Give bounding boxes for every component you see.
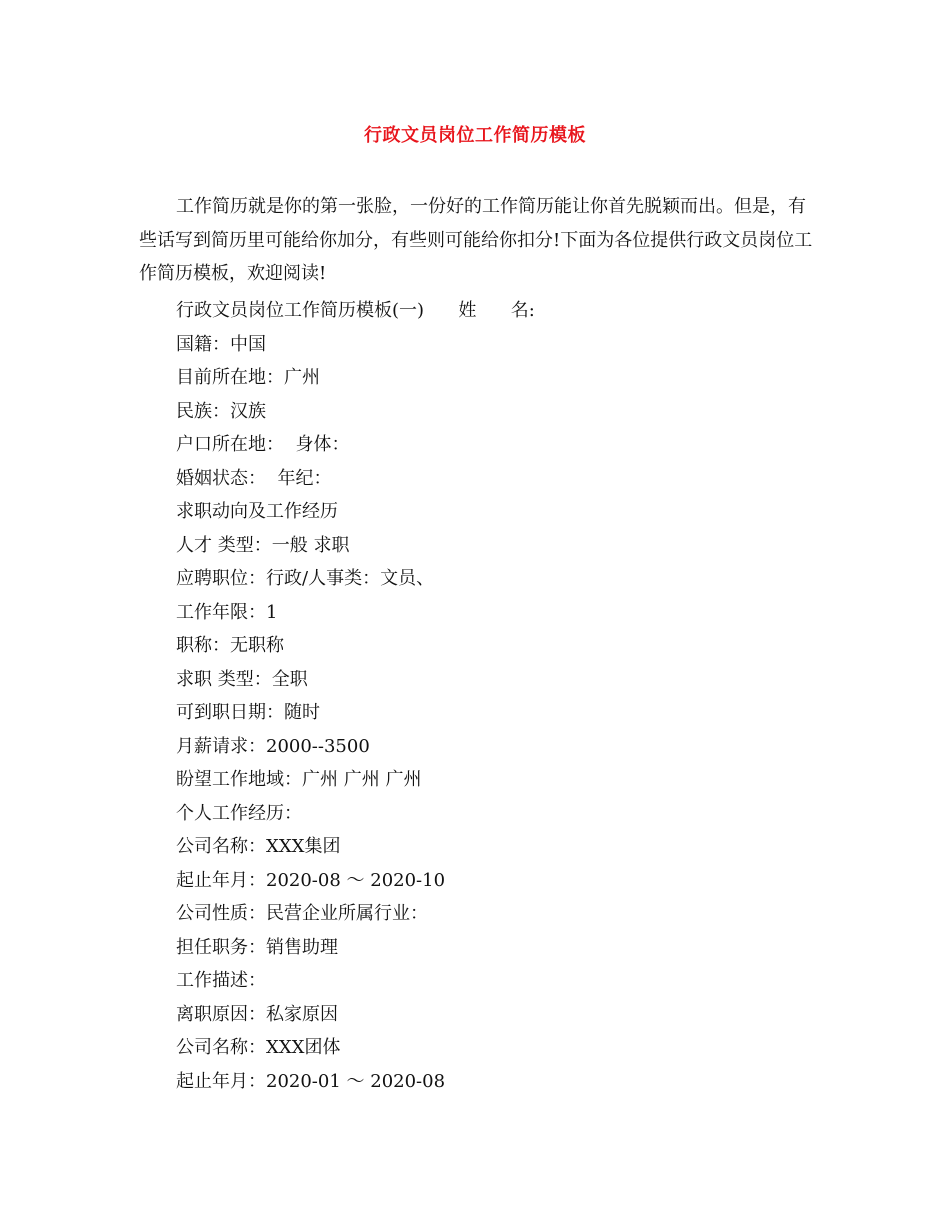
resume-line: 民族：汉族 xyxy=(176,400,266,422)
resume-line: 公司性质：民营企业所属行业： xyxy=(176,903,428,924)
resume-line: 工作年限：1 xyxy=(176,601,278,623)
resume-line: 应聘职位：行政/人事类：文员、 xyxy=(176,568,435,589)
resume-line: 盼望工作地域：广州 广州 广州 xyxy=(176,769,422,790)
resume-line: 户口所在地： 身体： xyxy=(176,434,350,455)
resume-line: 工作描述： xyxy=(176,970,266,991)
resume-lines xyxy=(176,294,816,1098)
resume-line: 国籍：中国 xyxy=(176,333,266,355)
resume-line: 离职原因：私家原因 xyxy=(176,1003,338,1025)
document-title: 行政文员岗位工作简历模板 xyxy=(364,125,586,146)
resume-line: 可到职日期：随时 xyxy=(176,702,320,723)
resume-line: 职称：无职称 xyxy=(176,635,284,656)
resume-line: 目前所在地：广州 xyxy=(176,367,320,388)
resume-line: 担任职务：销售助理 xyxy=(176,936,338,958)
intro-paragraph: 工作简历就是你的第一张脸，一份好的工作简历能让你首先脱颖而出。但是，有些话写到简历里可能给你加分，有些则可能给你扣分!下面为各位提供行政文员岗位工作简历模板，欢迎阅读! xyxy=(139,196,813,284)
resume-line: 个人工作经历： xyxy=(176,802,302,824)
resume-line: 婚姻状态： 年纪： xyxy=(176,467,332,489)
resume-line: 求职 类型：全职 xyxy=(176,668,308,690)
resume-line: 公司名称：XXX集团 xyxy=(176,836,341,857)
resume-line: 人才 类型：一般 求职 xyxy=(176,534,350,556)
resume-line: 求职动向及工作经历 xyxy=(176,501,338,522)
resume-line: 起止年月：2020-08 ～ 2020-10 xyxy=(176,869,446,891)
resume-line: 行政文员岗位工作简历模板(一) 姓 名: xyxy=(176,300,535,321)
resume-line: 起止年月：2020-01 ～ 2020-08 xyxy=(176,1070,446,1092)
resume-line: 公司名称：XXX团体 xyxy=(176,1037,341,1058)
resume-line: 月薪请求：2000--3500 xyxy=(176,735,370,757)
